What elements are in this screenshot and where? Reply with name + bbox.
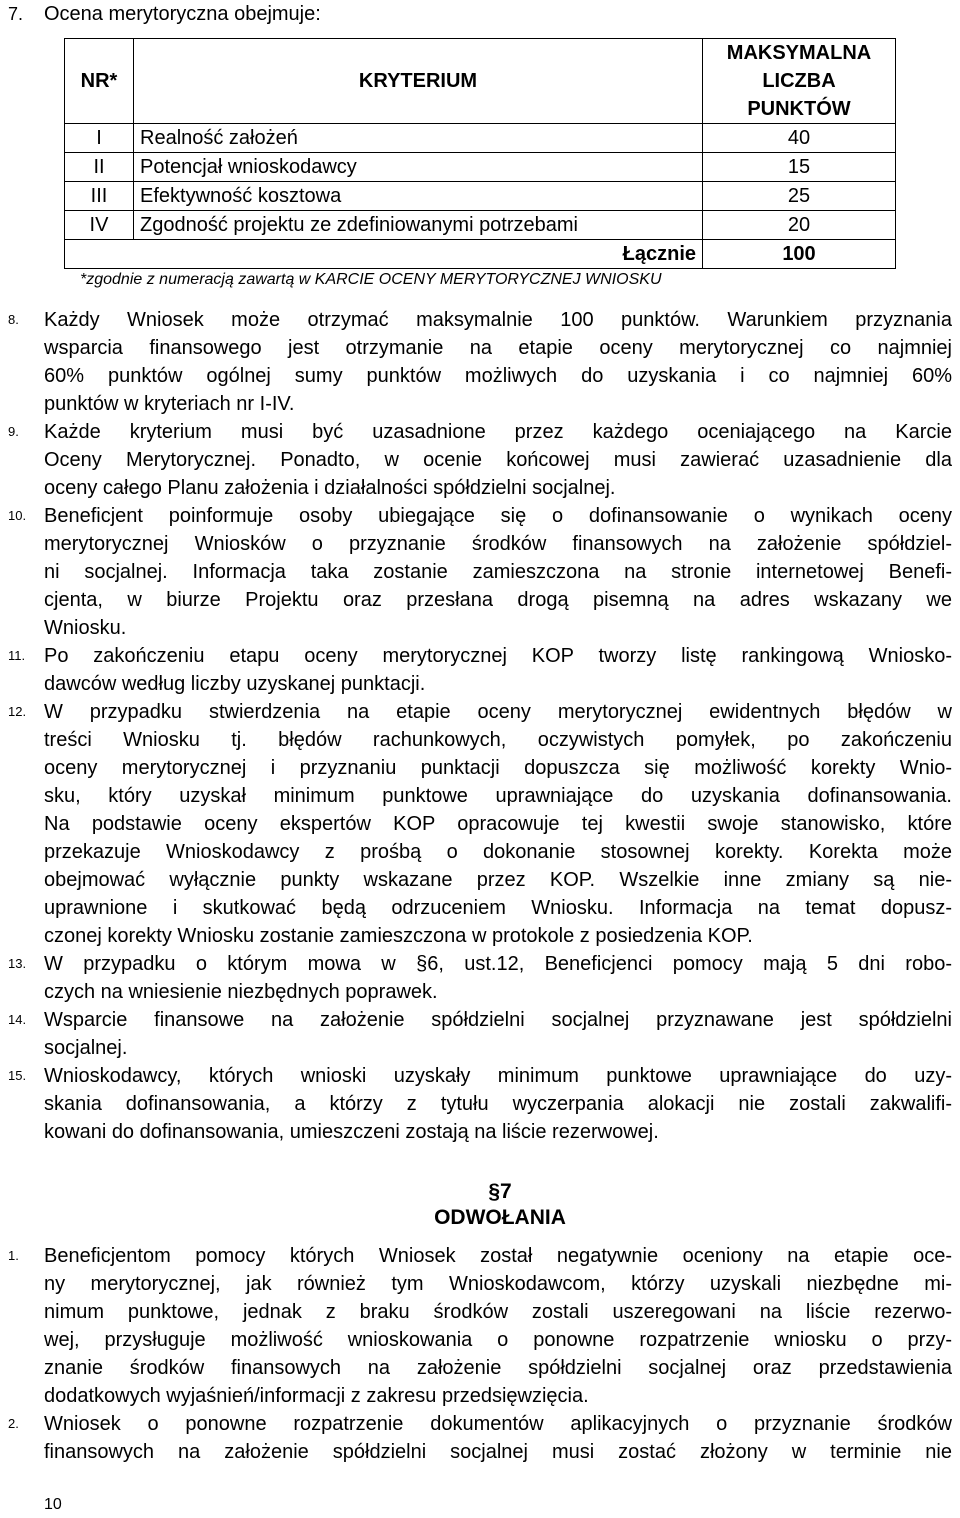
paragraph-line: skania dofinansowania, a którzy z tytułu wyczerpania alokacji nie zostali zakwalifi- [44, 1093, 952, 1115]
header-points-line3: PUNKTÓW [747, 98, 851, 120]
paragraph-line: dawców według liczby uzyskanej punktacji. [44, 673, 426, 695]
paragraph-line: ni socjalnej. Informacja taka zostanie zamieszczona na stronie internetowej Benefi- [44, 561, 952, 583]
paragraph-line: Każdy Wniosek może otrzymać maksymalnie 100 punktów. Warunkiem przyznania [44, 309, 952, 331]
total-value: 100 [703, 240, 896, 269]
paragraph-line: uprawnione i skutkować będą odrzuceniem Wniosku. Informacja na temat dopusz- [44, 897, 952, 919]
paragraph-number: 1. [8, 1248, 19, 1263]
paragraph-line: Oceny Merytorycznej. Ponadto, w ocenie końcowej musi zawierać uzasadnienie dla [44, 449, 952, 471]
row-points: 15 [703, 153, 896, 182]
paragraph-line: Beneficjentom pomocy których Wniosek został negatywnie oceniony na etapie oce- [44, 1245, 952, 1267]
paragraph-line: wsparcia finansowego jest otrzymanie na etapie oceny merytorycznej co najmniej [44, 337, 952, 359]
paragraph-line: sku, który uzyskał minimum punktowe uprawniające do uzyskania dofinansowania. [44, 785, 952, 807]
paragraph-line: cjenta, w biurze Projektu oraz przesłana drogą pisemną na adres wskazany we [44, 589, 952, 611]
paragraph-line: finansowych na założenie spółdzielni socjalnej musi zostać złożony w terminie nie [44, 1441, 952, 1463]
row-criterion: Potencjał wnioskodawcy [134, 153, 703, 182]
row-points: 40 [703, 124, 896, 153]
paragraph-line: czych na wniesienie niezbędnych poprawek. [44, 981, 438, 1003]
paragraph-line: nimum punktowe, jednak z braku środków zostali uszeregowani na liście rezerwo- [44, 1301, 952, 1323]
row-nr: IV [65, 211, 134, 240]
paragraph-line: Po zakończeniu etapu oceny merytorycznej KOP tworzy listę rankingową Wniosko- [44, 645, 952, 667]
paragraph-line: Każde kryterium musi być uzasadnione przez każdego oceniającego na Karcie [44, 421, 952, 443]
paragraph-number: 12. [8, 704, 27, 719]
paragraph-line: oceny całego Planu założenia i działalności spółdzielni socjalnej. [44, 477, 616, 499]
paragraph-line: Wnioskodawcy, których wnioski uzyskały minimum punktowe uprawniające do uzy- [44, 1065, 952, 1087]
paragraph-line: Wniosku. [44, 617, 127, 639]
row-criterion: Realność założeń [134, 124, 703, 153]
header-nr: NR* [65, 39, 134, 124]
table-row [65, 153, 896, 182]
paragraph-line: Na podstawie oceny ekspertów KOP opracowuje tej kwestii swoje stanowisko, które [44, 813, 952, 835]
item7-number: 7. [8, 4, 24, 24]
row-nr: III [65, 182, 134, 211]
row-criterion: Efektywność kosztowa [134, 182, 703, 211]
row-points: 25 [703, 182, 896, 211]
paragraph-line: socjalnej. [44, 1037, 128, 1059]
paragraph-line: ny merytorycznej, jak również tym Wnioskodawcom, którzy uzyskali niezbędne mi- [44, 1273, 952, 1295]
paragraph-line: oceny merytorycznej i przyznaniu punktacji dopuszcza się możliwość korekty Wnio- [44, 757, 952, 779]
criteria-table [64, 38, 896, 269]
paragraph-number: 9. [8, 424, 19, 439]
item7-intro: Ocena merytoryczna obejmuje: [44, 3, 321, 25]
paragraph-line: znanie środków finansowych na założenie spółdzielni socjalnej oraz przedstawienia [44, 1357, 952, 1379]
paragraph-line: punktów w kryteriach nr I-IV. [44, 393, 295, 415]
paragraph-number: 10. [8, 508, 27, 523]
paragraph-line: przekazuje Wnioskodawcy z prośbą o dokonanie stosownej korekty. Korekta może [44, 841, 952, 863]
section-title: ODWOŁANIA [434, 1206, 566, 1229]
row-nr: I [65, 124, 134, 153]
row-nr: II [65, 153, 134, 182]
table-row [65, 211, 896, 240]
paragraph-line: dodatkowych wyjaśnień/informacji z zakresu przedsięwzięcia. [44, 1385, 589, 1407]
paragraph-line: merytorycznej Wniosków o przyznanie środków finansowych na założenie spółdziel- [44, 533, 952, 555]
paragraph-number: 11. [8, 648, 26, 663]
paragraph-line: W przypadku stwierdzenia na etapie oceny merytorycznej ewidentnych błędów w [44, 701, 952, 723]
paragraph-number: 15. [8, 1068, 27, 1083]
paragraph-line: czonej korekty Wniosku zostanie zamieszczona w protokole z posiedzenia KOP. [44, 925, 753, 947]
header-points-line1: MAKSYMALNA [726, 42, 872, 64]
paragraph-line: treści Wniosku tj. błędów rachunkowych, oczywistych pomyłek, po zakończeniu [44, 729, 952, 751]
paragraph-line: 60% punktów ogólnej sumy punktów możliwych do uzyskania i co najmniej 60% [44, 365, 952, 387]
paragraph-number: 8. [8, 312, 19, 327]
paragraph-number: 13. [8, 956, 27, 971]
paragraph-line: wej, przysługuje możliwość wnioskowania o ponowne rozpatrzenie wniosku o przy- [44, 1329, 952, 1351]
table-header-row [65, 39, 896, 124]
header-kryterium: KRYTERIUM [134, 39, 703, 124]
paragraph-number: 14. [8, 1012, 27, 1027]
section-number: §7 [488, 1180, 512, 1203]
table-row [65, 124, 896, 153]
paragraph-line: Wsparcie finansowe na założenie spółdzielni socjalnej przyznawane jest spółdzielni [44, 1009, 952, 1031]
paragraph-number: 2. [8, 1416, 19, 1431]
page-number: 10 [44, 1496, 62, 1513]
table-footnote: *zgodnie z numeracją zawartą w KARCIE OCENY MERYTORYCZNEJ WNIOSKU [80, 271, 662, 288]
row-points: 20 [703, 211, 896, 240]
total-row [65, 240, 896, 269]
row-criterion: Zgodność projektu ze zdefiniowanymi potrzebami [134, 211, 703, 240]
header-points-line2: LICZBA [762, 70, 836, 92]
total-label: Łącznie [134, 240, 703, 269]
table-row [65, 182, 896, 211]
paragraph-line: kowani do dofinansowania, umieszczeni zostają na liście rezerwowej. [44, 1121, 659, 1143]
paragraph-line: obejmować wyłącznie punkty wskazane przez KOP. Wszelkie inne zmiany są nie- [44, 869, 952, 891]
paragraph-line: Wniosek o ponowne rozpatrzenie dokumentów aplikacyjnych o przyznanie środków [44, 1413, 952, 1435]
paragraph-line: W przypadku o którym mowa w §6, ust.12, Beneficjenci pomocy mają 5 dni robo- [44, 953, 952, 975]
header-points [703, 39, 896, 124]
paragraph-line: Beneficjent poinformuje osoby ubiegające się o dofinansowanie o wynikach oceny [44, 505, 952, 527]
